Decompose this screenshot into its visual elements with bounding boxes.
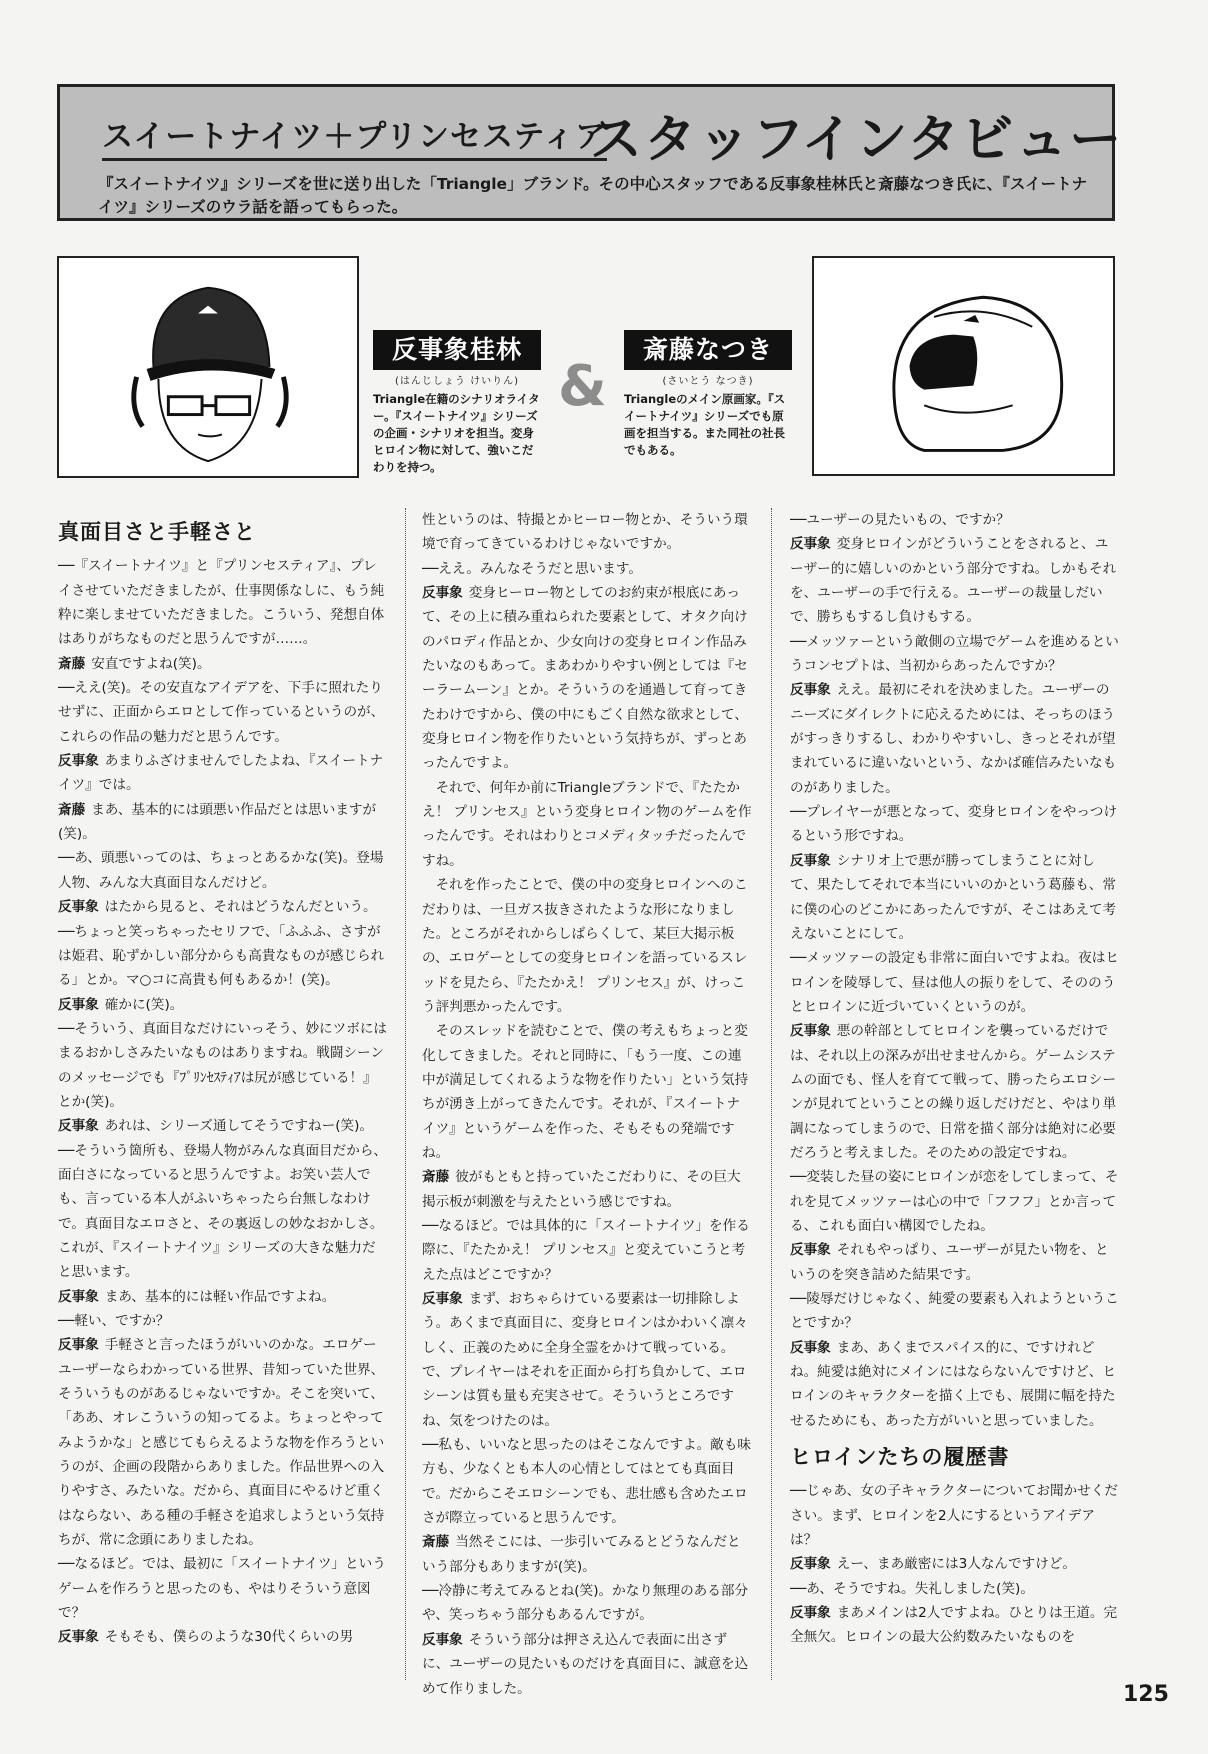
interview-paragraph bbox=[58, 1552, 388, 1625]
interview-paragraph bbox=[790, 849, 1120, 946]
interview-paragraph bbox=[422, 1579, 752, 1628]
paragraph-text: 変身ヒロインがどういうことをされると、ユーザー的に嬉しいのかという部分ですね。しかもそれを、ユーザーの手で行える。ユーザーの裁量しだいで、勝ちもするし負けもする。 bbox=[790, 536, 1117, 626]
speaker-name: 斎藤 bbox=[58, 801, 86, 818]
staff-name: 斎藤なつき bbox=[624, 330, 792, 370]
interview-paragraph bbox=[790, 1552, 1120, 1576]
section-heading: 真面目さと手軽さと bbox=[58, 520, 256, 544]
paragraph-text: あまりふざけませんでしたよね、『スイートナイツ』では。 bbox=[58, 753, 384, 794]
paragraph-text: ──なるほど。では、最初に「スイートナイツ」というゲームを作ろうと思ったのも、やはりそういう意図で？ bbox=[58, 1556, 386, 1622]
paragraph-text: 手軽さと言ったほうがいいのかな。エロゲーユーザーならわかっている世界、昔知っていた世界、そういうものがあるじゃないですか。そこを突いて、「ああ、オレこういうの知ってるよ。ちょっとやってみようかな」と感じてもらえるような物を作ろうというのが、企画の段階からありました。作品世界への入りやすさ、みたいな。だから、真面目にやるけど重くはならない、ある種の手軽さを追求しようという気持ちが、常に念頭にありましたね。 bbox=[58, 1337, 385, 1549]
paragraph-text: ──ユーザーの見たいもの、ですか？ bbox=[790, 512, 1010, 528]
interview-paragraph bbox=[58, 1333, 388, 1552]
speaker-name: 反事象 bbox=[58, 996, 99, 1013]
interview-header bbox=[57, 84, 1124, 221]
paragraph-text: まず、おちゃらけている要素は一切排除しよう。あくまで真面目に、変身ヒロインはかわいく凛々しく、正義のために全身全霊をかけて戦っている。で、プレイヤーはそれを正面から打ち負かして、エロシーンは質も量も充実させて。そういうところですね、気をつけたのは。 bbox=[422, 1291, 748, 1429]
interview-paragraph bbox=[58, 1017, 388, 1114]
staff-name: 反事象桂林 bbox=[373, 330, 541, 370]
speaker-name: 反事象 bbox=[58, 1118, 99, 1135]
speaker-name: 反事象 bbox=[790, 1339, 831, 1356]
paragraph-text: まあ、基本的には頭悪い作品だとは思いますが(笑)。 bbox=[58, 801, 377, 843]
speaker-name: 反事象 bbox=[422, 1631, 463, 1648]
interview-paragraph bbox=[58, 798, 388, 847]
interview-paragraph bbox=[58, 993, 388, 1017]
speaker-name: 反事象 bbox=[790, 536, 831, 553]
paragraph-text: ──メッツァーという敵側の立場でゲームを進めるというコンセプトは、当初からあったんですか？ bbox=[790, 633, 1119, 675]
paragraph-text: ──なるほど。では具体的に「スイートナイツ」を作る際に、『たたかえ！ プリンセス』と変えていこうと考えた点はどこですか？ bbox=[422, 1217, 750, 1283]
paragraph-text: ──冷静に考えてみるとね(笑)。かなり無理のある部分や、笑っちゃう部分もあるんですが。 bbox=[422, 1583, 749, 1624]
paragraph-text: ──変装した昼の姿にヒロインが恋をしてしまって、それを見てメッツァーは心の中で「フフフ」とか言ってる、これも面白い構図でしたね。 bbox=[790, 1169, 1119, 1234]
staff-description: Triangle在籍のシナリオライター。『スイートナイツ』シリーズの企画・シナリオを担当。変身ヒロイン物に対して、強いこだわりを持つ。 bbox=[373, 392, 540, 474]
speaker-name: 斎藤 bbox=[58, 655, 86, 672]
speaker-name: 反事象 bbox=[422, 1291, 463, 1307]
interview-paragraph bbox=[790, 678, 1120, 800]
speaker-name: 反事象 bbox=[58, 899, 99, 916]
staff-saitou bbox=[624, 330, 792, 459]
interview-paragraph bbox=[422, 508, 752, 557]
ampersand: & bbox=[558, 354, 607, 419]
paragraph-text: それもやっぱり、ユーザーが見たい物を、というのを突き詰めた結果です。 bbox=[790, 1242, 1109, 1283]
interview-paragraph bbox=[790, 1336, 1120, 1433]
section-heading: ヒロインたちの履歴書 bbox=[790, 1445, 1010, 1470]
interview-paragraph bbox=[58, 895, 388, 919]
interview-paragraph bbox=[58, 676, 388, 749]
paragraph-text: 変身ヒーロー物としてのお約束が根底にあって、その上に積み重ねられた要素として、オタク向けのパロディ作品とか、少女向けの変身ヒロイン作品みたいなのもあって。まあわかりやすい例としては『セーラームーン』とか。そういうのを通過して育ってきたわけですから、僕の中にもごく自然な欲求として、変身ヒロイン物を作りたいという気持ちが、ずっとあったんですよ。 bbox=[422, 585, 748, 772]
series-title: スイートナイツ＋プリンセスティア bbox=[102, 111, 607, 161]
paragraph-text: 確かに(笑)。 bbox=[104, 996, 184, 1013]
paragraph-text: そもそも、僕らのような30代くらいの男 bbox=[104, 1629, 354, 1646]
lead-text: 『スイートナイツ』シリーズを世に送り出した「Triangle」ブランド。その中心スタッフである反事象桂林氏と斎藤なつき氏に、『スイートナイツ』シリーズのウラ話を語ってもらった。 bbox=[98, 175, 1088, 216]
interview-paragraph bbox=[422, 1287, 752, 1433]
paragraph-text: 悪の幹部としてヒロインを襲っているだけでは、それ以上の深みが出せませんから。ゲームシステムの面でも、怪人を育てて戦って、勝ったらエロシーンが見れてということの繰り返しだけだと、やはり単調になってしまうので、日常を描く部分は絶対に必要だろうと考えました。そのための設定ですね。 bbox=[790, 1023, 1117, 1161]
speaker-name: 反事象 bbox=[790, 1605, 831, 1622]
column-divider bbox=[405, 508, 406, 1680]
interview-paragraph bbox=[422, 1165, 752, 1214]
interview-paragraph bbox=[790, 800, 1120, 849]
paragraph-text: ──そういう箇所も、登場人物がみんな真面目だから、面白さになっていると思うんですよ。お笑い芸人でも、言っている本人がふいちゃったら台無しなわけで。真面目なエロさと、その裏返しの妙なおかしさ。これが、『スイートナイツ』シリーズの大きな魅力だと思います。 bbox=[58, 1142, 388, 1281]
interview-paragraph bbox=[790, 1287, 1120, 1336]
paragraph-text: 彼がもともと持っていたこだわりに、その巨大掲示板が刺激を与えたという感じですね。 bbox=[422, 1169, 741, 1210]
interview-paragraph bbox=[790, 532, 1120, 629]
paragraph-text: えー、まあ厳密には3人なんですけど。 bbox=[836, 1556, 1076, 1573]
interview-paragraph bbox=[58, 554, 388, 651]
speaker-name: 反事象 bbox=[790, 852, 831, 869]
staff-hanjishou bbox=[373, 330, 541, 476]
speaker-name: 反事象 bbox=[790, 682, 831, 699]
paragraph-text: 当然そこには、一歩引いてみるとどうなんだという部分もありますが(笑)。 bbox=[422, 1534, 741, 1575]
paragraph-text: ──ええ。みんなそうだと思います。 bbox=[422, 560, 643, 577]
speaker-name: 反事象 bbox=[58, 1288, 99, 1305]
interview-paragraph bbox=[790, 1601, 1120, 1650]
interview-paragraph bbox=[422, 1433, 752, 1530]
interview-paragraph bbox=[422, 776, 752, 873]
interview-paragraph bbox=[58, 1309, 388, 1333]
paragraph-text: あれは、シリーズ通してそうですねー(笑)。 bbox=[104, 1118, 373, 1135]
paragraph-text: ──ええ(笑)。その安直なアイデアを、下手に照れたりせずに、正面からエロとして作っているというのが、これらの作品の魅力だと思うんです。 bbox=[58, 680, 385, 745]
interview-paragraph bbox=[58, 846, 388, 895]
paragraph-text: ──あ、そうですね。失礼しました(笑)。 bbox=[790, 1580, 1034, 1597]
interview-paragraph bbox=[58, 1625, 388, 1649]
interview-paragraph bbox=[422, 1019, 752, 1165]
interview-paragraph bbox=[790, 1019, 1120, 1165]
interview-paragraph bbox=[58, 1114, 388, 1138]
interview-paragraph bbox=[790, 1165, 1120, 1238]
helmet-illustration bbox=[814, 258, 1113, 474]
portrait-hanjishou bbox=[57, 256, 359, 478]
page-title: スタッフインタビュー bbox=[590, 110, 1124, 170]
paragraph-text: ──私も、いいなと思ったのはそこなんですよ。敵も味方も、少なくとも本人の心情としてはとても真面目で。だからこそエロシーンでも、悲壮感も含めたエロさが際立っていると思うんです。 bbox=[422, 1437, 752, 1527]
interview-paragraph bbox=[58, 652, 388, 676]
interview-paragraph bbox=[422, 873, 752, 1019]
interview-paragraph bbox=[58, 920, 388, 993]
paragraph-text: ──軽い、ですか？ bbox=[58, 1313, 170, 1329]
paragraph-text: ──陵辱だけじゃなく、純愛の要素も入れようということですか？ bbox=[790, 1291, 1119, 1332]
interview-paragraph bbox=[58, 1285, 388, 1309]
paragraph-text: まあ、基本的には軽い作品ですよね。 bbox=[104, 1288, 336, 1305]
staff-ruby: (はんじしょう けいりん) bbox=[395, 376, 519, 387]
paragraph-text: 安直ですよね(笑)。 bbox=[91, 655, 211, 672]
interview-paragraph bbox=[422, 1628, 752, 1701]
interview-paragraph bbox=[790, 1577, 1120, 1601]
interview-paragraph bbox=[790, 946, 1120, 1019]
article-column-2 bbox=[422, 508, 752, 1701]
interview-paragraph bbox=[58, 1139, 388, 1285]
paragraph-text: 性というのは、特撮とかヒーロー物とか、そういう環境で育ってきているわけじゃないですか。 bbox=[422, 512, 748, 553]
speaker-name: 反事象 bbox=[790, 1023, 831, 1040]
portrait-saitou bbox=[812, 256, 1115, 476]
speaker-name: 斎藤 bbox=[422, 1169, 450, 1186]
article-column-3 bbox=[790, 508, 1120, 1650]
paragraph-text: まあ、あくまでスパイス的に、ですけれどね。純愛は絶対にメインにはならないんですけど、ヒロインのキャラクターを描く上でも、展開に幅を持たせるためにも、あった方がいいと思っていました。 bbox=[790, 1339, 1116, 1429]
interview-paragraph bbox=[790, 1238, 1120, 1287]
interview-paragraph bbox=[790, 508, 1120, 532]
speaker-name: 反事象 bbox=[58, 1337, 99, 1354]
interview-paragraph bbox=[790, 1479, 1120, 1552]
speaker-name: 反事象 bbox=[422, 585, 463, 602]
paragraph-text: シナリオ上で悪が勝ってしまうことに対して、果たしてそれで本当にいいのかという葛藤も、常に僕の心のどこかにあったんですが、そこはあえて考えないことにして。 bbox=[790, 852, 1117, 942]
paragraph-text: まあメインは2人ですよね。ひとりは王道。完全無欠。ヒロインの最大公約数みたいなものを bbox=[790, 1605, 1118, 1646]
staff-description: Triangleのメイン原画家。『スイートナイツ』シリーズでも原画を担当する。また同社の社長でもある。 bbox=[624, 392, 786, 457]
page-number: 125 bbox=[1123, 1682, 1169, 1707]
speaker-name: 斎藤 bbox=[422, 1534, 450, 1551]
paragraph-text: ええ。最初にそれを決めました。ユーザーのニーズにダイレクトに応えるためには、そっちのほうがすっきりするし、わかりやすいし、きっとそれが望まれているに違いないという、なかば確信みたいなものがありました。 bbox=[790, 682, 1117, 796]
interview-paragraph bbox=[58, 749, 388, 798]
paragraph-text: はたから見ると、それはどうなんだという。 bbox=[104, 899, 377, 916]
paragraph-text: ──ちょっと笑っちゃったセリフで、「ふふふ、さすがは姫君、恥ずかしい部分からも高貴なものが感じられる」とか。マ○コに高貴も何もあるか！(笑)。 bbox=[58, 923, 385, 989]
staff-ruby: (さいとう なつき) bbox=[662, 376, 754, 387]
interview-paragraph bbox=[422, 557, 752, 581]
interview-paragraph bbox=[790, 630, 1120, 679]
speaker-name: 反事象 bbox=[58, 753, 99, 770]
paragraph-text: それを作ったことで、僕の中の変身ヒロインへのこだわりは、一旦ガス抜きされたような形になりました。ところがそれからしばらくして、某巨大掲示板の、エロゲーとしての変身ヒロインを語っているスレッドを見たら、『たたかえ！ プリンセス』が、けっこう評判悪かったんです。 bbox=[422, 877, 748, 1015]
speaker-name: 反事象 bbox=[790, 1242, 831, 1259]
paragraph-text: ──メッツァーの設定も非常に面白いですよね。夜はヒロインを陵辱して、昼は他人の振りをして、そののうとヒロインに近づいていくというのが。 bbox=[790, 950, 1119, 1015]
interview-paragraph bbox=[422, 1214, 752, 1287]
paragraph-text: ──あ、頭悪いってのは、ちょっとあるかな(笑)。登場人物、みんな大真面目なんだけど。 bbox=[58, 850, 384, 891]
article-column-1 bbox=[58, 508, 388, 1650]
paragraph-text: ──『スイートナイツ』と『プリンセスティア』、プレイさせていただきましたが、仕事関係なしに、もう純粋に楽しませていただきました。こういう、発想自体はありがちなものだと思うんですが……。 bbox=[58, 558, 385, 648]
column-divider bbox=[771, 508, 772, 1680]
paragraph-text: そのスレッドを読むことで、僕の考えもちょっと変化してきました。それと同時に、「もう一度、この連中が満足してくれるような物を作りたい」という気持ちが湧き上がってきたんです。それが、『スイートナイツ』というゲームを作った、そもそもの発端ですね。 bbox=[422, 1023, 749, 1161]
interview-paragraph bbox=[422, 581, 752, 776]
paragraph-text: そういう部分は押さえ込んで表面に出さずに、ユーザーの見たいものだけを真面目に、誠意を込めて作りました。 bbox=[422, 1631, 749, 1697]
paragraph-text: ──プレイヤーが悪となって、変身ヒロインをやっつけるという形ですね。 bbox=[790, 804, 1118, 845]
man-with-cap-illustration bbox=[59, 258, 357, 476]
paragraph-text: ──そういう、真面目なだけにいっそう、妙にツボにはまるおかしさみたいなものはありますね。戦闘シーンのメッセージでも『ﾌﾟﾘﾝｾｽﾃｨｱは尻が感じている！』とか(笑)。 bbox=[58, 1020, 388, 1110]
speaker-name: 反事象 bbox=[58, 1629, 99, 1646]
interview-paragraph bbox=[422, 1530, 752, 1579]
speaker-name: 反事象 bbox=[790, 1556, 831, 1573]
paragraph-text: ──じゃあ、女の子キャラクターについてお聞かせください。まず、ヒロインを2人にするというアイデアは？ bbox=[790, 1483, 1118, 1549]
paragraph-text: それで、何年か前にTriangleブランドで、『たたかえ！ プリンセス』という変身ヒロイン物のゲームを作ったんです。それはわりとコメディタッチだったんですね。 bbox=[422, 779, 752, 869]
